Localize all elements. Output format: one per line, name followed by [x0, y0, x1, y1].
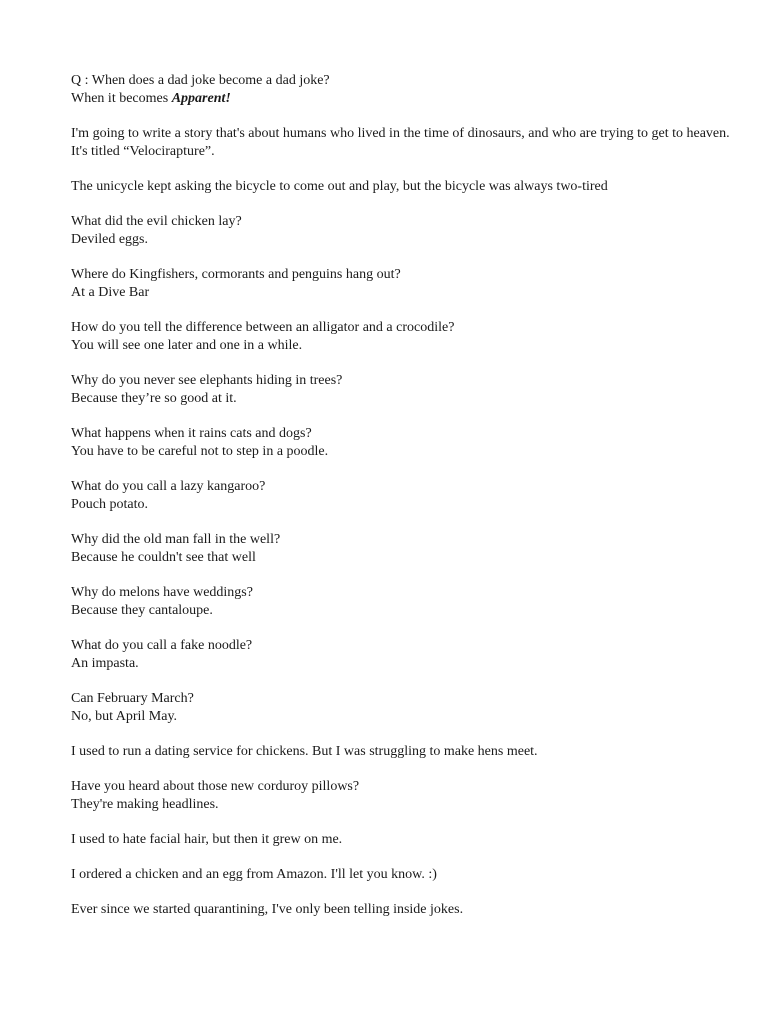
joke-question: Have you heard about those new corduroy pillows? [71, 779, 360, 794]
joke-question: Why do you never see elephants hiding in trees? [71, 373, 343, 388]
joke-paragraph [71, 125, 731, 161]
joke-question: What did the evil chicken lay? [71, 214, 242, 229]
joke-answer: No, but April May. [71, 709, 178, 724]
joke-paragraph [71, 831, 731, 849]
joke-answer: You have to be careful not to step in a poodle. [71, 444, 329, 459]
joke-text: Ever since we started quarantining, I've only been telling inside jokes. [71, 902, 464, 917]
joke-paragraph [71, 778, 731, 814]
joke-paragraph [71, 743, 731, 761]
joke-answer-prefix: When it becomes [71, 91, 172, 106]
joke-answer: At a Dive Bar [71, 285, 150, 300]
joke-answer: Pouch potato. [71, 497, 148, 512]
joke-paragraph [71, 637, 731, 673]
joke-paragraph [71, 531, 731, 567]
joke-question: How do you tell the difference between an alligator and a crocodile? [71, 320, 455, 335]
joke-paragraph [71, 372, 731, 408]
joke-question: Why did the old man fall in the well? [71, 532, 281, 547]
joke-paragraph [71, 866, 731, 884]
joke-text: I ordered a chicken and an egg from Amazon. I'll let you know. :) [71, 867, 437, 882]
joke-answer [71, 90, 731, 108]
joke-answer: Because they’re so good at it. [71, 391, 237, 406]
joke-question: Why do melons have weddings? [71, 585, 253, 600]
joke-text: The unicycle kept asking the bicycle to come out and play, but the bicycle was always two-tired [71, 179, 608, 194]
joke-paragraph [71, 584, 731, 620]
joke-question: What do you call a fake noodle? [71, 638, 253, 653]
joke-question: Q : When does a dad joke become a dad joke? [71, 73, 330, 88]
joke-paragraph [71, 901, 731, 919]
joke-answer: They're making headlines. [71, 797, 219, 812]
joke-question: Can February March? [71, 691, 194, 706]
joke-answer: Deviled eggs. [71, 232, 148, 247]
joke-paragraph [71, 72, 731, 108]
joke-paragraph [71, 266, 731, 302]
joke-text: I used to hate facial hair, but then it grew on me. [71, 832, 343, 847]
joke-paragraph [71, 690, 731, 726]
joke-answer: Because they cantaloupe. [71, 603, 213, 618]
joke-question: Where do Kingfishers, cormorants and penguins hang out? [71, 267, 401, 282]
joke-text: I'm going to write a story that's about humans who lived in the time of dinosaurs, and who are trying to get to heaven. It's titled “Velocirapture”. [71, 126, 730, 159]
joke-answer: Because he couldn't see that well [71, 550, 256, 565]
joke-question: What do you call a lazy kangaroo? [71, 479, 266, 494]
joke-paragraph [71, 213, 731, 249]
joke-answer: You will see one later and one in a while. [71, 338, 303, 353]
joke-text: I used to run a dating service for chickens. But I was struggling to make hens meet. [71, 744, 538, 759]
joke-paragraph [71, 178, 731, 196]
joke-paragraph [71, 478, 731, 514]
joke-question: What happens when it rains cats and dogs? [71, 426, 312, 441]
joke-answer-emphasis: Apparent! [171, 91, 231, 106]
joke-paragraph [71, 425, 731, 461]
document-page [71, 72, 731, 936]
joke-paragraph [71, 319, 731, 355]
joke-answer: An impasta. [71, 656, 139, 671]
